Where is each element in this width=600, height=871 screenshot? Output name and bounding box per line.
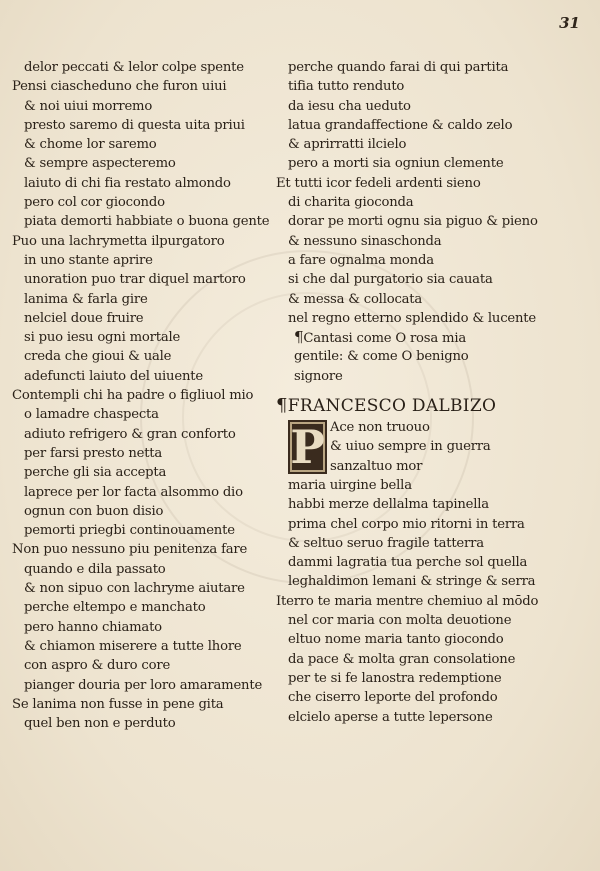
text-line: pemorti priegbi continouamente xyxy=(24,523,235,539)
text-line: & messa & collocata xyxy=(288,291,423,307)
text-line: piata demorti habbiate o buona gente xyxy=(24,214,270,230)
section-heading xyxy=(276,394,598,418)
text-line: a fare ognalma monda xyxy=(288,252,434,268)
left-text-column xyxy=(12,58,274,733)
text-line: che ciserro leporte del profondo xyxy=(288,690,498,706)
text-line: pianger douria per loro amaramente xyxy=(24,677,263,693)
text-line: nel cor maria con molta deuotione xyxy=(288,613,512,629)
text-line: Contempli chi ha padre o figliuol mio xyxy=(12,388,254,404)
text-line: in uno stante aprire xyxy=(24,252,153,268)
text-line: delor peccati & lelor colpe spente xyxy=(24,60,244,75)
text-line: latua grandaffectione & caldo zelo xyxy=(288,117,513,133)
text-line: perche quando farai di qui partita xyxy=(288,60,509,75)
text-line: dorar pe morti ognu sia piguo & pieno xyxy=(288,214,538,230)
text-line: & chiamon miserere a tutte lhore xyxy=(24,638,242,654)
text-line: & aprirratti ilcielo xyxy=(288,137,407,153)
text-line: signore xyxy=(294,368,343,384)
text-line: habbi merze dellalma tapinella xyxy=(288,497,489,513)
text-line: si che dal purgatorio sia cauata xyxy=(288,272,493,288)
text-line: gentile: & come O benigno xyxy=(294,349,469,365)
text-line: tifia tutto renduto xyxy=(288,79,405,95)
text-line: & uiuo sempre in guerra xyxy=(330,439,491,455)
text-line: quel ben non e perduto xyxy=(24,716,176,732)
text-line: per farsi presto netta xyxy=(24,445,163,461)
text-line: sanzaltuo mor xyxy=(330,458,423,474)
page-number: 31 xyxy=(559,14,580,32)
text-line: quando e dila passato xyxy=(24,561,166,577)
text-line: con aspro & duro core xyxy=(24,658,171,674)
text-line: Se lanima non fusse in pene gita xyxy=(12,696,224,712)
text-line: adiuto refrigero & gran conforto xyxy=(24,426,236,442)
text-line: per te si fe lanostra redemptione xyxy=(288,670,502,686)
text-line: eltuo nome maria tanto giocondo xyxy=(288,632,504,648)
text-line xyxy=(276,328,598,347)
text-line: o lamadre chaspecta xyxy=(24,407,159,423)
text-line: elcielo aperse a tutte lepersone xyxy=(288,709,493,725)
text-line: & chome lor saremo xyxy=(24,137,157,153)
text-line: Et tutti icor fedeli ardenti sieno xyxy=(276,175,481,191)
text-line: si puo iesu ogni mortale xyxy=(24,330,181,346)
text-line: & seltuo seruo fragile tatterra xyxy=(288,535,484,551)
text-line: pero hanno chiamato xyxy=(24,619,162,635)
text-line: Iterro te maria mentre chemiuo al mōdo xyxy=(276,593,539,609)
text-line: nel regno etterno splendido & lucente xyxy=(288,310,537,326)
text-line: maria uirgine bella xyxy=(288,477,412,493)
text-line: prima chel corpo mio ritorni in terra xyxy=(288,516,525,532)
text-line: leghaldimon lemani & stringe & serra xyxy=(288,574,536,590)
heading-text: FRANCESCO DALBIZO xyxy=(287,396,497,417)
text-line: Ace non truouo xyxy=(330,420,430,436)
paragraph-mark-icon: ¶ xyxy=(294,328,304,347)
text-line: creda che gioui & uale xyxy=(24,349,172,365)
text-line: & nessuno sinaschonda xyxy=(288,233,442,249)
text-line: perche eltempo e manchato xyxy=(24,600,206,616)
text-line: nelciel doue fruire xyxy=(24,310,144,326)
text-line: Non puo nessuno piu penitenza fare xyxy=(12,542,248,558)
text-line: ognun con buon disio xyxy=(24,503,164,519)
right-text-column xyxy=(276,58,598,727)
text-line: unoration puo trar diquel martoro xyxy=(24,272,246,288)
line-text: Cantasi come O rosa mia xyxy=(303,331,467,347)
text-line: lanima & farla gire xyxy=(24,291,148,307)
text-line: adefuncti laiuto del uiuente xyxy=(24,368,203,384)
drop-cap-initial: P xyxy=(288,420,327,474)
text-line: pero col cor giocondo xyxy=(24,195,165,211)
text-line: presto saremo di questa uita priui xyxy=(24,117,245,133)
text-line: di charita gioconda xyxy=(288,195,414,211)
text-line: da iesu cha ueduto xyxy=(288,98,411,114)
paragraph-mark-icon: ¶ xyxy=(276,395,288,417)
illuminated-initial-block xyxy=(276,418,598,476)
text-line: pero a morti sia ogniun clemente xyxy=(288,156,504,172)
text-line: Pensi ciascheduno che furon uiui xyxy=(12,79,227,95)
text-line: da pace & molta gran consolatione xyxy=(288,651,516,667)
text-line: & noi uiui morremo xyxy=(24,98,153,114)
text-line: laprece per lor facta alsommo dio xyxy=(24,484,243,500)
text-line: & sempre aspecteremo xyxy=(24,156,176,172)
text-line: laiuto di chi fia restato almondo xyxy=(24,175,231,191)
text-line: perche gli sia accepta xyxy=(24,465,167,481)
text-line: dammi lagratia tua perche sol quella xyxy=(288,555,528,571)
text-line: & non sipuo con lachryme aiutare xyxy=(24,581,245,597)
text-line: Puo una lachrymetta ilpurgatoro xyxy=(12,233,225,249)
